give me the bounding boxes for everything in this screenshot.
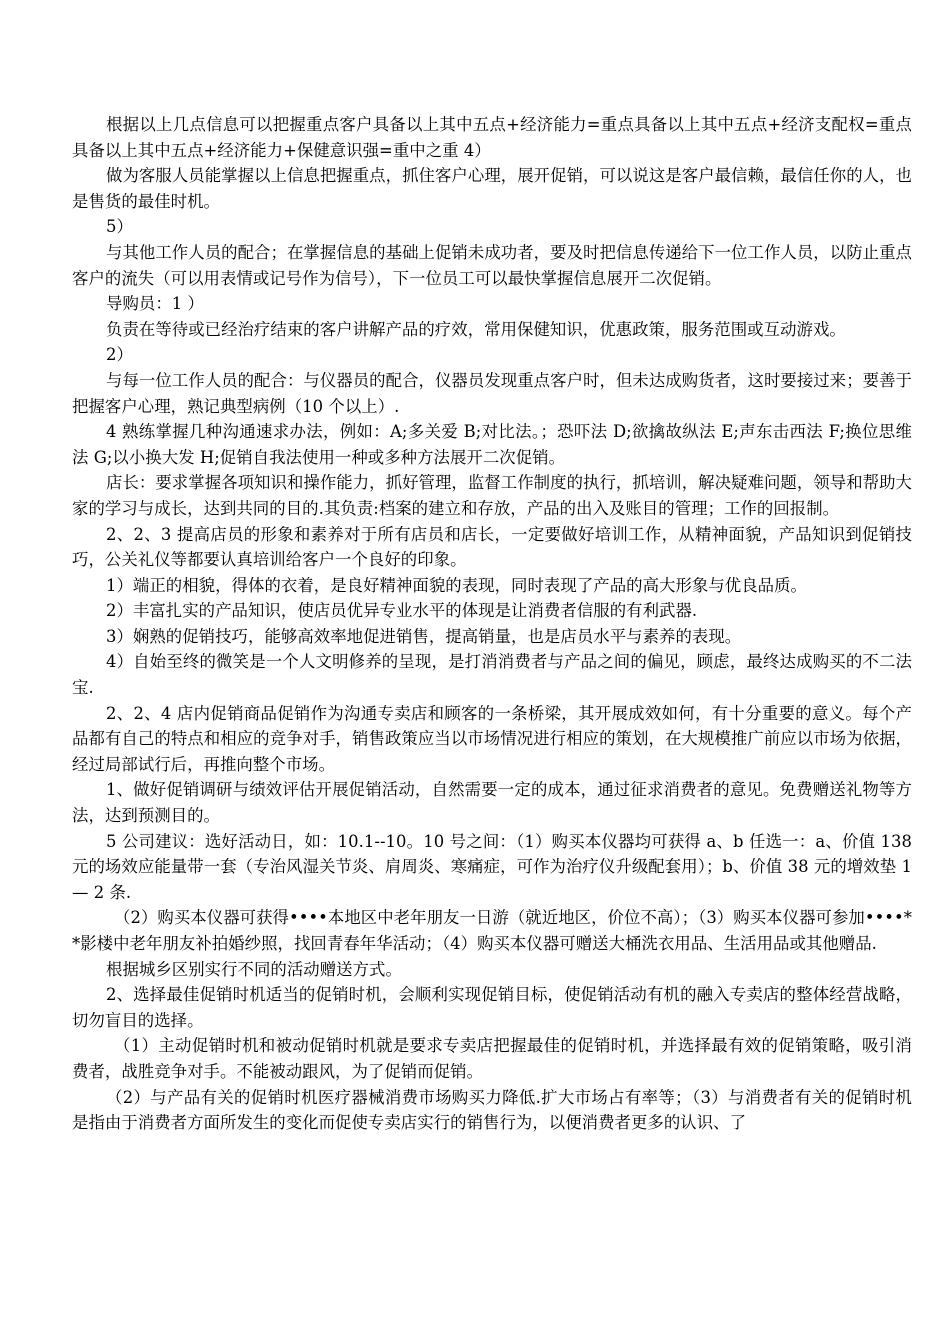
paragraph: 根据以上几点信息可以把握重点客户具备以上其中五点+经济能力=重点具备以上其中五点+经济支配权=重点具备以上其中五点+经济能力+保健意识强=重中之重 4） <box>72 115 912 160</box>
paragraph: 4 熟练掌握几种沟通速求办法，例如：A;多关爱 B;对比法。；恐吓法 D;欲擒故纵法 E;声东击西法 F;换位思维法 G;以小换大发 H;促销自我法使用一种或多种方法展开二次促销。 <box>72 422 912 467</box>
paragraph: 2、选择最佳促销时机适当的促销时机，会顺利实现促销目标，使促销活动有机的融入专卖店的整体经营战略，切勿盲目的选择。 <box>72 985 912 1030</box>
paragraph: 5 公司建议：选好活动日，如：10.1--10。10 号之间：（1）购买本仪器均可获得 a、b 任选一：a、价值 138 元的场效应能量带一套（专治风湿关节炎、肩周炎、寒痛症，可作为治疗仪升级配套用）；b、价值 38 元的增效垫 1 — 2 条. <box>72 831 912 902</box>
document-page <box>72 112 912 1136</box>
paragraph: 2） <box>106 345 133 365</box>
paragraph: 店长：要求掌握各项知识和操作能力，抓好管理，监督工作制度的执行，抓培训，解决疑难问题，领导和帮助大家的学习与成长，达到共同的目的.其负责:档案的建立和存放，产品的出入及账目的管理；工作的回报制。 <box>72 473 912 518</box>
paragraph: 2、2、3 提高店员的形象和素养对于所有店员和店长，一定要做好培训工作，从精神面貌，产品知识到促销技巧，公关礼仪等都要认真培训给客户一个良好的印象。 <box>72 524 912 570</box>
paragraph: 与其他工作人员的配合；在掌握信息的基础上促销未成功者，要及时把信息传递给下一位工作人员，以防止重点客户的流失（可以用表情或记号作为信号），下一位员工可以最快掌握信息展开二次促销。 <box>72 242 912 288</box>
paragraph: 1）端正的相貌，得体的衣着，是良好精神面貌的表现，同时表现了产品的高大形象与优良品质。 <box>106 575 807 595</box>
paragraph: 与每一位工作人员的配合：与仪器员的配合，仪器员发现重点客户时，但未达成购货者，这时要接过来；要善于把握客户心理，熟记典型病例（10 个以上）. <box>72 370 912 416</box>
paragraph: （2）与产品有关的促销时机医疗器械消费市场购买力降低.扩大市场占有率等；（3）与消费者有关的促销时机是指由于消费者方面所发生的变化而促使专卖店实行的销售行为，以便消费者更多的认识、了 <box>72 1087 912 1133</box>
paragraph: （1）主动促销时机和被动促销时机就是要求专卖店把握最佳的促销时机，并选择最有效的促销策略，吸引消费者，战胜竞争对手。不能被动跟风，为了促销而促销。 <box>72 1036 912 1081</box>
paragraph: 导购员：1 ） <box>106 294 204 314</box>
paragraph: 5） <box>106 217 133 237</box>
paragraph: 1、做好促销调研与绩效评估开展促销活动，自然需要一定的成本，通过征求消费者的意见。免费赠送礼物等方法，达到预测目的。 <box>72 780 912 826</box>
paragraph: （2）购买本仪器可获得••••本地区中老年朋友一日游（就近地区，价位不高）；（3）购买本仪器可参加••••**影楼中老年朋友补拍婚纱照，找回青春年华活动；（4）购买本仪器可赠送大桶洗衣用品、生活用品或其他赠品. <box>72 908 912 953</box>
paragraph: 2、2、4 店内促销商品促销作为沟通专卖店和顾客的一条桥梁，其开展成效如何，有十分重要的意义。每个产品都有自己的特点和相应的竞争对手，销售政策应当以市场情况进行相应的策划，在大规模推广前应以市场为依据，经过局部试行后，再推向整个市场。 <box>72 703 912 774</box>
paragraph: 做为客服人员能掌握以上信息把握重点，抓住客户心理，展开促销，可以说这是客户最信赖，最信任你的人，也是售货的最佳时机。 <box>72 166 912 211</box>
paragraph: 负责在等待或已经治疗结束的客户讲解产品的疗效，常用保健知识，优惠政策，服务范围或互动游戏。 <box>106 319 846 339</box>
paragraph: 2）丰富扎实的产品知识，使店员优异专业水平的体现是让消费者信服的有利武器. <box>106 601 698 621</box>
paragraph: 4）自始至终的微笑是一个人文明修养的呈现，是打消消费者与产品之间的偏见，顾虑，最终达成购买的不二法宝. <box>72 652 912 698</box>
paragraph: 根据城乡区别实行不同的活动赠送方式。 <box>106 959 402 979</box>
paragraph: 3）娴熟的促销技巧，能够高效率地促进销售，提高销量，也是店员水平与素养的表现。 <box>106 626 742 646</box>
